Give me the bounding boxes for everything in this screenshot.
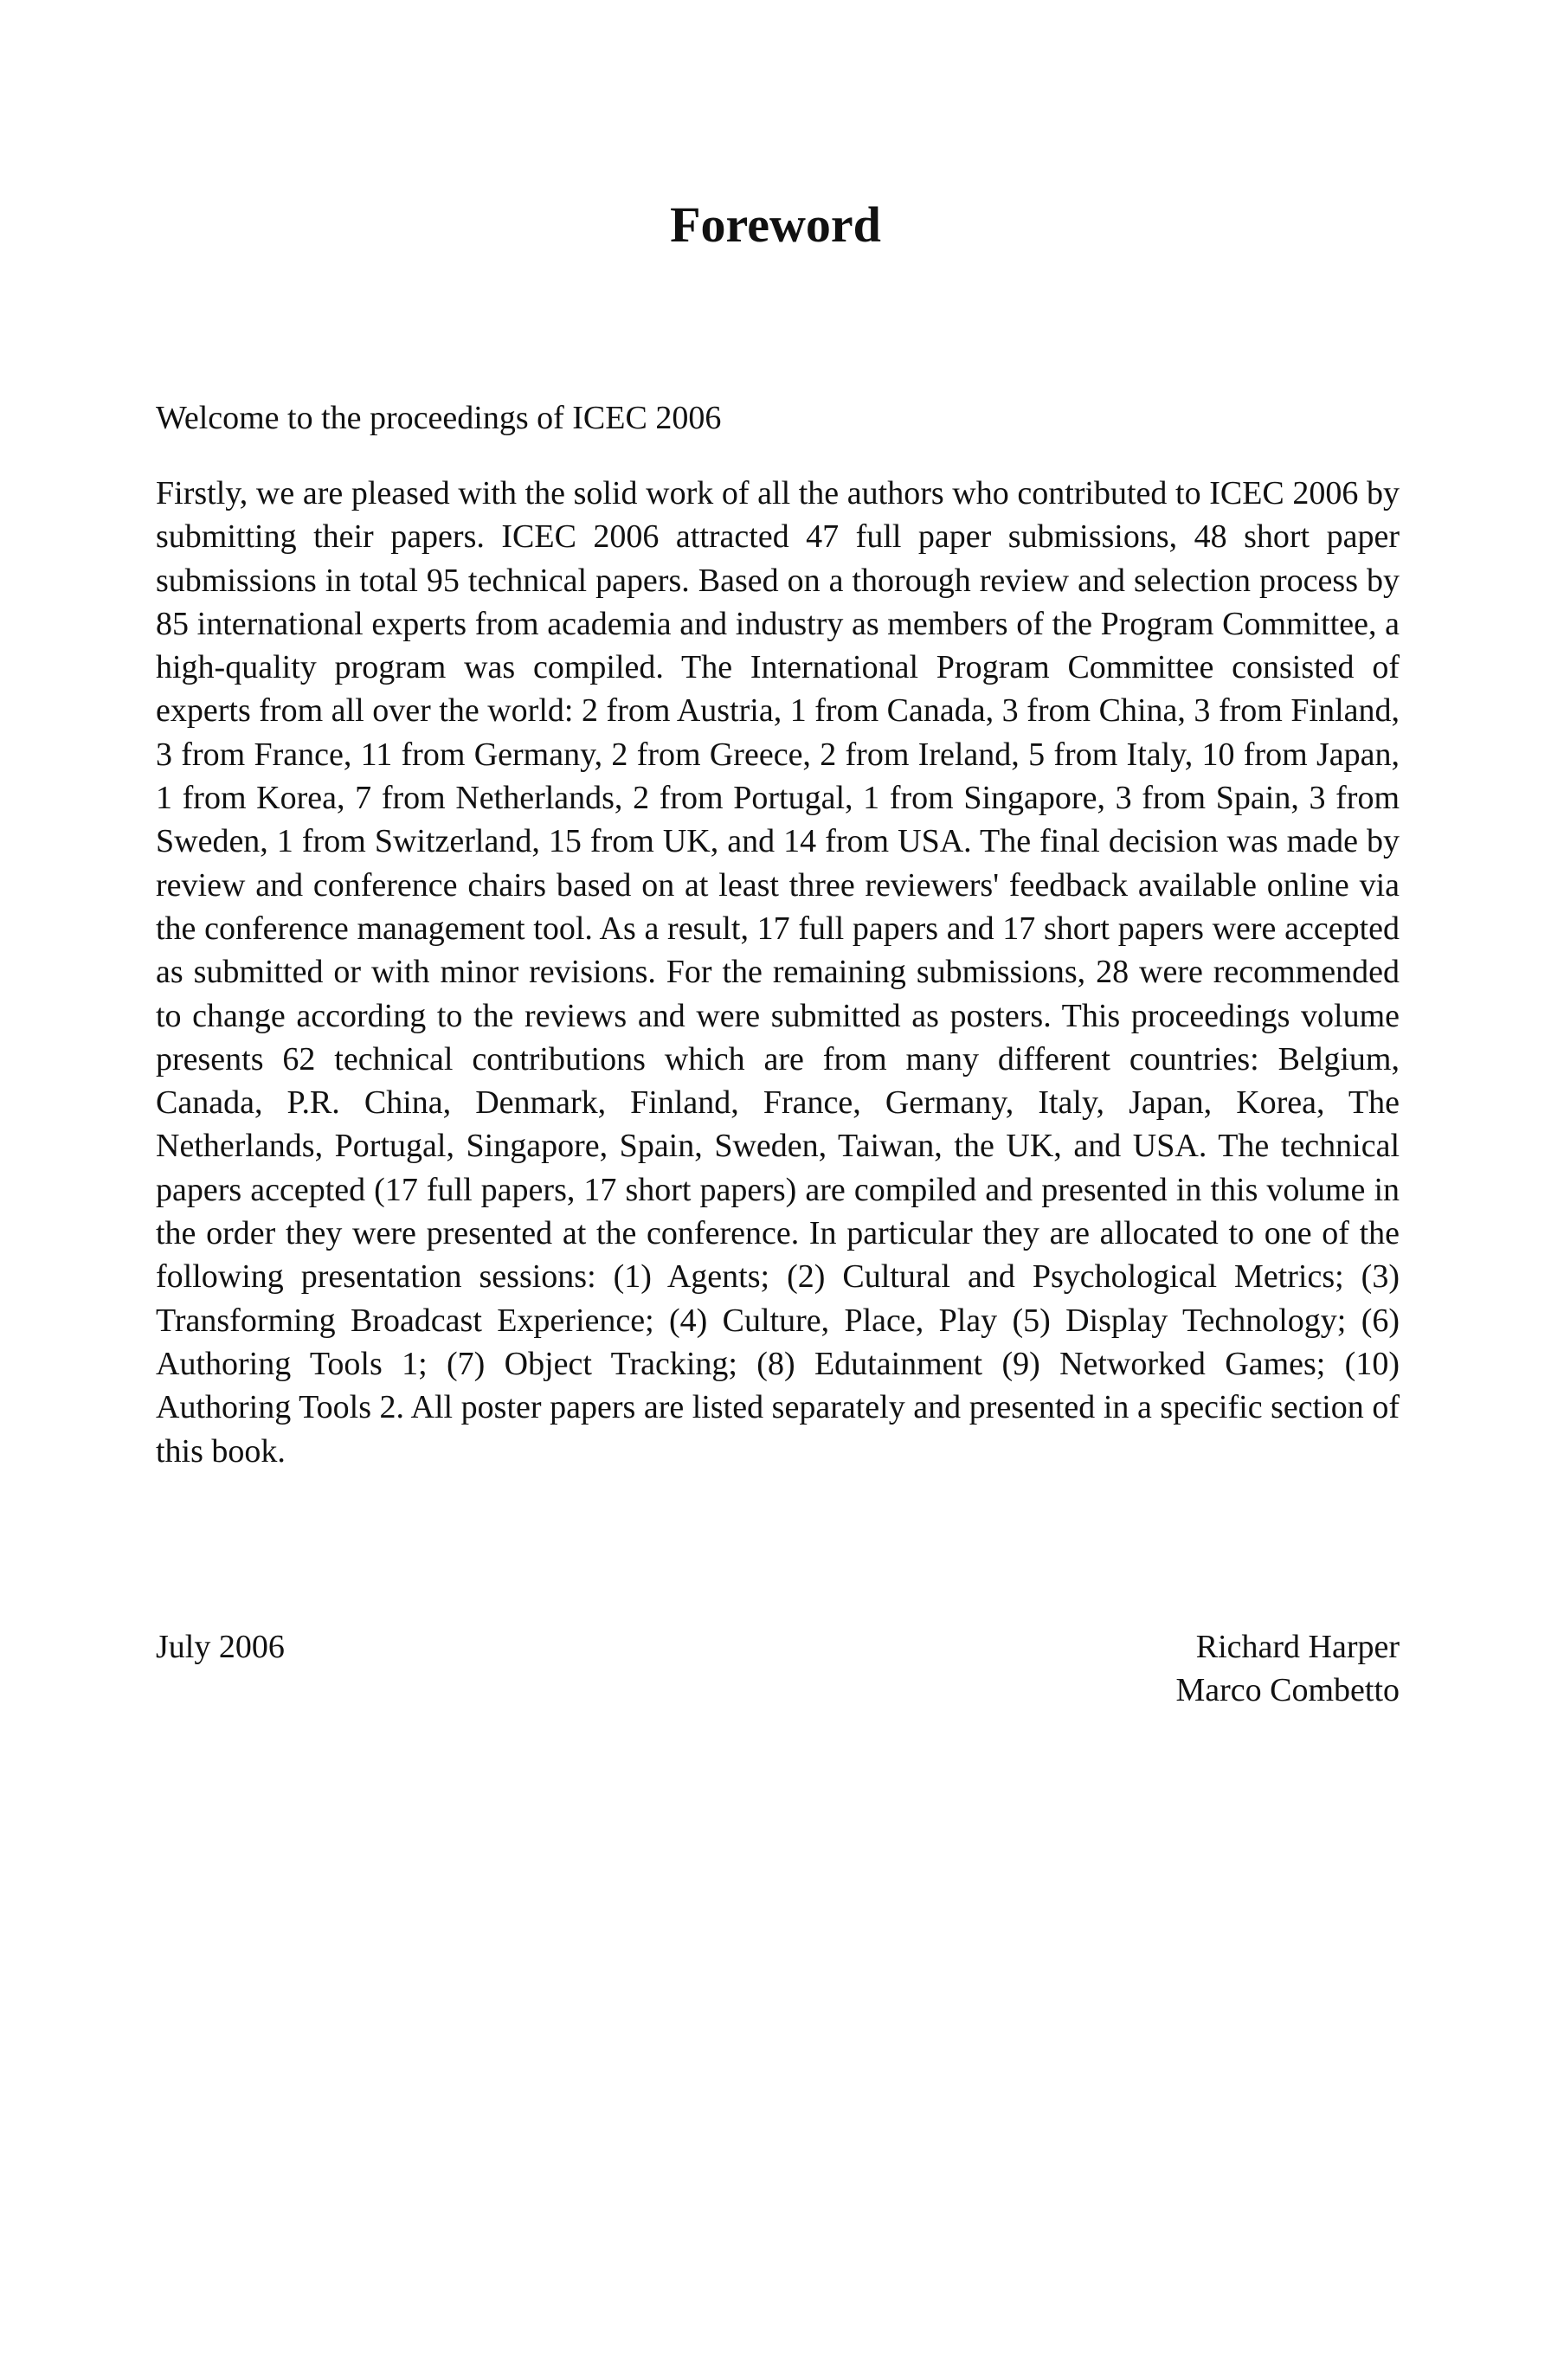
- signatory-name: Richard Harper: [1195, 1629, 1400, 1665]
- signatory-name: Marco Combetto: [1175, 1672, 1400, 1708]
- page-title: Foreword: [670, 196, 881, 253]
- foreword-body: Firstly, we are pleased with the solid work of all the authors who contributed to ICEC 2006 by submitting their papers. ICEC 2006 attracted 47 full paper submissions, 48 short paper submissions in total 95 technical papers. Based on a thorough review and selection process by 85 international experts from academia and industry as members of the Program Committee, a high-quality program was compiled. The International Program Committee consisted of experts from all over the world: 2 from Austria, 1 from Canada, 3 from China, 3 from Finland, 3 from France, 11 from Germany, 2 from Greece, 2 from Ireland, 5 from Italy, 10 from Japan, 1 from Korea, 7 from Netherlands, 2 from Portugal, 1 from Singapore, 3 from Spain, 3 from Sweden, 1 from Switzerland, 15 from UK, and 14 from USA. The final decision was made by review and conference chairs based on at least three reviewers' feedback available online via the conference management tool. As a result, 17 full papers and 17 short papers were accepted as submitted or with minor revisions. For the remaining submissions, 28 were recommended to change according to the reviews and were submitted as posters. This proceedings volume presents 62 technical contributions which are from many different countries: Belgium, Canada, P.R. China, Denmark, Finland, France, Germany, Italy, Japan, Korea, The Netherlands, Portugal, Singapore, Spain, Sweden, Taiwan, the UK, and USA. The technical papers accepted (17 full papers, 17 short papers) are compiled and presented in this volume in the order they were presented at the conference. In particular they are allocated to one of the following presentation sessions: (1) Agents; (2) Cultural and Psychological Metrics; (3) Transforming Broadcast Experience; (4) Culture, Place, Play (5) Display Technology; (6) Authoring Tools 1; (7) Object Tracking; (8) Edutainment (9) Networked Games; (10) Authoring Tools 2. All poster papers are listed separately and presented in a specific section of this book.: [156, 475, 1400, 1470]
- signatories: [1175, 1625, 1400, 1712]
- welcome-line: Welcome to the proceedings of ICEC 2006: [156, 400, 722, 436]
- date: July 2006: [156, 1629, 285, 1665]
